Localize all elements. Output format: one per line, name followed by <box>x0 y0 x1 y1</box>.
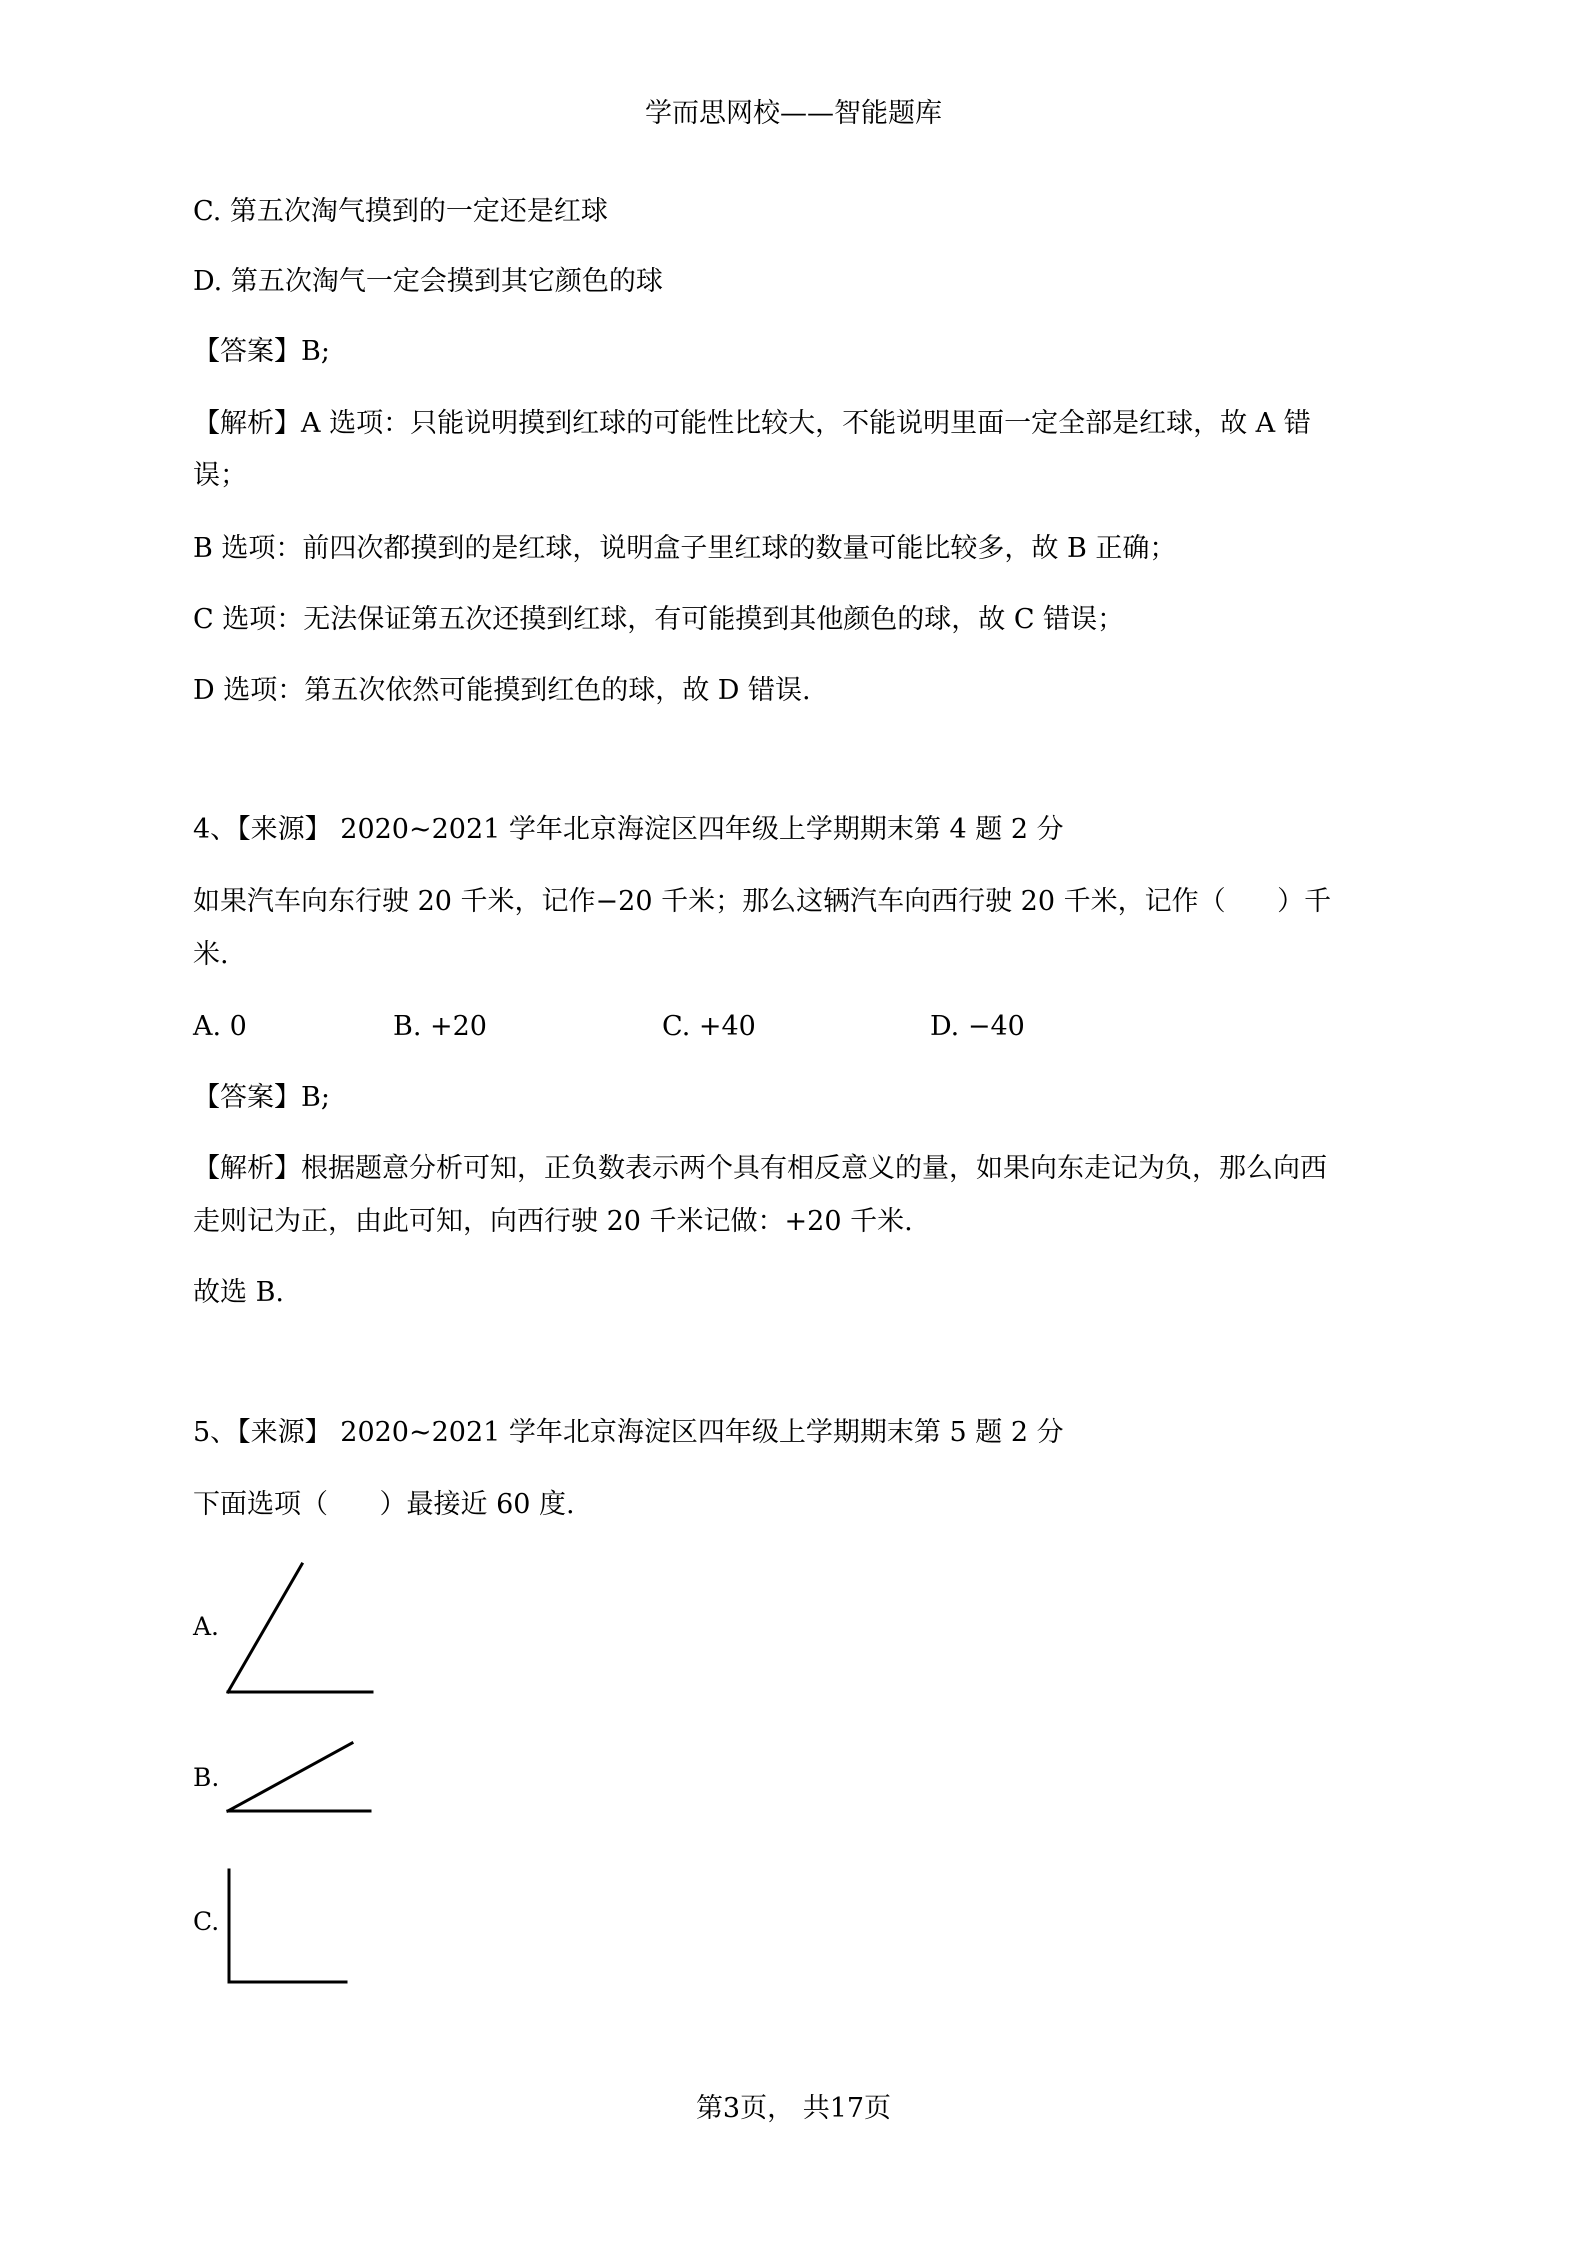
q5-option-a-angle <box>226 1562 376 1697</box>
q5-source: 5、【来源】 2020~2021 学年北京海淀区四年级上学期期末第 5 题 2 分 <box>193 1417 1064 1448</box>
q4-option-c: C. +40 <box>662 1011 756 1042</box>
q4-option-b: B. +20 <box>393 1011 487 1042</box>
q5-option-b-label: B. <box>193 1763 220 1792</box>
q4-option-d: D. −40 <box>930 1011 1025 1042</box>
q5-option-b-angle <box>226 1741 376 1816</box>
page-footer: 第3页， 共17页 <box>695 2093 892 2124</box>
q3-answer: 【答案】B; <box>193 336 330 367</box>
q3-analysis-c: C 选项：无法保证第五次还摸到红球，有可能摸到其他颜色的球，故 C 错误； <box>193 604 1125 635</box>
q3-analysis-a-line1: 【解析】A 选项：只能说明摸到红球的可能性比较大，不能说明里面一定全部是红球，故 A 错 <box>193 408 1311 439</box>
q4-stem-line1: 如果汽车向东行驶 20 千米，记作−20 千米；那么这辆汽车向西行驶 20 千米，记作（ ）千 <box>193 886 1332 917</box>
q4-stem-line2: 米. <box>193 939 229 970</box>
q5-option-c-label: C. <box>193 1907 220 1936</box>
q4-conclusion: 故选 B. <box>193 1277 285 1308</box>
q3-analysis-a-line2: 误； <box>193 460 247 491</box>
angle-a-ray <box>228 1564 302 1692</box>
q4-analysis-line2: 走则记为正，由此可知，向西行驶 20 千米记做：+20 千米. <box>193 1206 913 1237</box>
q4-answer: 【答案】B; <box>193 1082 330 1113</box>
page-header: 学而思网校——智能题库 <box>645 98 942 129</box>
q4-option-a: A. 0 <box>193 1011 247 1042</box>
q5-option-c-angle <box>226 1868 351 1988</box>
q3-option-d: D. 第五次淘气一定会摸到其它颜色的球 <box>193 266 663 297</box>
q4-source: 4、【来源】 2020~2021 学年北京海淀区四年级上学期期末第 4 题 2 分 <box>193 814 1064 845</box>
q5-stem: 下面选项（ ）最接近 60 度. <box>193 1489 575 1520</box>
q4-analysis-line1: 【解析】根据题意分析可知，正负数表示两个具有相反意义的量，如果向东走记为负，那么向西 <box>193 1153 1327 1184</box>
q3-analysis-b: B 选项：前四次都摸到的是红球，说明盒子里红球的数量可能比较多，故 B 正确； <box>193 533 1177 564</box>
q3-analysis-d: D 选项：第五次依然可能摸到红色的球，故 D 错误. <box>193 675 811 706</box>
q5-option-a-label: A. <box>193 1612 220 1641</box>
angle-b-ray <box>228 1743 352 1811</box>
q3-option-c: C. 第五次淘气摸到的一定还是红球 <box>193 196 608 227</box>
